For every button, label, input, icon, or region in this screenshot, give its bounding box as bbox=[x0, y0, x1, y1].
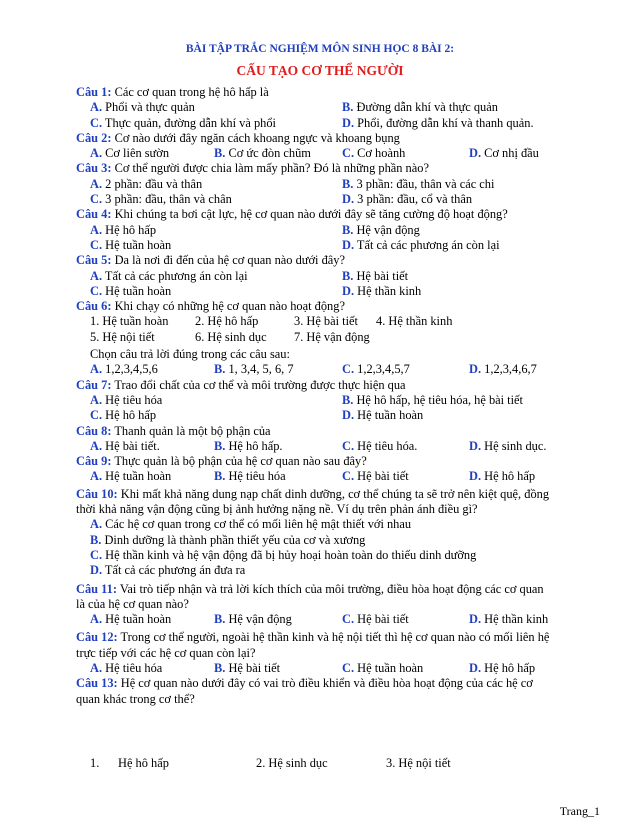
option-a[interactable]: A. Hệ tuần hoàn bbox=[90, 469, 172, 484]
option-b[interactable]: B. Hệ hô hấp, hệ tiêu hóa, hệ bài tiết bbox=[342, 392, 524, 407]
list-item: 7. Hệ vận động bbox=[294, 329, 370, 344]
question-9 bbox=[76, 454, 606, 469]
option-a[interactable]: A. Phổi và thực quản bbox=[90, 100, 195, 115]
option-a[interactable]: A. Hệ tiêu hóa bbox=[90, 392, 163, 407]
organ-list-row-1 bbox=[76, 314, 606, 329]
list-item: 4. Hệ thần kinh bbox=[376, 314, 453, 329]
question-4 bbox=[76, 207, 606, 222]
question-text: Khi chạy có những hệ cơ quan nào hoạt động? bbox=[111, 299, 345, 314]
question-text-continued: thời khả năng vận động cũng bị ảnh hưởng nặng nề. Ví dụ trên phản ánh điều gì? bbox=[76, 502, 478, 517]
option-c[interactable]: C. Hệ tuần hoàn bbox=[90, 237, 172, 252]
document-subtitle: CẤU TẠO CƠ THỂ NGƯỜI bbox=[236, 63, 404, 78]
question-13-list bbox=[90, 756, 510, 772]
question-2 bbox=[76, 131, 606, 146]
options-row bbox=[76, 612, 606, 627]
list-item: 5. Hệ nội tiết bbox=[90, 329, 155, 344]
list-item: 2. Hệ hô hấp bbox=[195, 314, 259, 329]
option-a[interactable]: A. Các hệ cơ quan trong cơ thể có mối liên hệ mật thiết với nhau bbox=[90, 517, 412, 532]
question-text: Vai trò tiếp nhận và trả lời kích thích của môi trường, điều hòa hoạt động các cơ quan bbox=[116, 581, 544, 596]
question-text: Khi chúng ta bơi cật lực, hệ cơ quan nào dưới đây sẽ tăng cường độ hoạt động? bbox=[111, 207, 508, 222]
option-a[interactable]: A. Cơ liên sườn bbox=[90, 146, 170, 161]
option-d[interactable]: D. Hệ hô hấp bbox=[469, 469, 536, 484]
options-row bbox=[76, 269, 606, 284]
question-13 bbox=[76, 676, 606, 691]
question-text: Cơ nào dưới đây ngăn cách khoang ngực và khoang bụng bbox=[111, 130, 400, 145]
list-item: 2. Hệ sinh dục bbox=[256, 756, 328, 770]
question-5 bbox=[76, 253, 606, 268]
option-c[interactable]: C. Hệ bài tiết bbox=[342, 612, 409, 627]
option-c[interactable]: C. Hệ tiêu hóa. bbox=[342, 438, 418, 453]
list-number: 1. bbox=[90, 756, 100, 770]
question-8 bbox=[76, 424, 606, 439]
option-d[interactable]: D. Hệ sinh dục. bbox=[469, 438, 547, 453]
option-a[interactable]: A. Hệ tuần hoàn bbox=[90, 612, 172, 627]
question-number: Câu 4: bbox=[76, 207, 112, 222]
options-row bbox=[76, 661, 606, 676]
option-b[interactable]: B. Hệ vận động bbox=[342, 222, 420, 237]
option-c[interactable]: C. Thực quản, đường dẫn khí và phổi bbox=[90, 115, 276, 130]
list-item: Hệ hô hấp bbox=[118, 756, 169, 770]
list-item: 1. Hệ tuần hoàn bbox=[90, 314, 169, 329]
question-number: Câu 12: bbox=[76, 630, 118, 645]
options-row bbox=[76, 469, 606, 484]
question-6 bbox=[76, 299, 606, 314]
option-d[interactable]: D. Phổi, đường dẫn khí và thanh quản. bbox=[342, 115, 534, 130]
option-c[interactable]: C. Cơ hoành bbox=[342, 146, 406, 161]
option-b[interactable]: B. Hệ hô hấp. bbox=[214, 438, 283, 453]
option-d[interactable]: D. Tất cả các phương án đưa ra bbox=[90, 563, 246, 578]
list-item: 3. Hệ bài tiết bbox=[294, 314, 358, 329]
options-row bbox=[76, 238, 606, 253]
question-12 bbox=[76, 630, 606, 645]
option-b[interactable]: B. 3 phần: đầu, thân và các chi bbox=[342, 176, 495, 191]
choose-instruction: Chọn câu trả lời đúng trong các câu sau: bbox=[90, 347, 290, 362]
question-text-continued: là của hệ cơ quan nào? bbox=[76, 596, 189, 611]
page-number: Trang_1 bbox=[559, 804, 600, 818]
option-a[interactable]: A. Tất cả các phương án còn lại bbox=[90, 268, 248, 283]
question-text-continued: quan khác trong cơ thể? bbox=[76, 691, 195, 706]
question-number: Câu 3: bbox=[76, 161, 112, 176]
question-number: Câu 11: bbox=[76, 581, 117, 596]
question-number: Câu 13: bbox=[76, 676, 118, 691]
questions-container bbox=[76, 85, 606, 707]
question-text: Trong cơ thể người, ngoài hệ thần kinh và hệ nội tiết thì hệ cơ quan nào có mối liên hệ bbox=[117, 630, 550, 645]
options-row bbox=[76, 116, 606, 131]
option-d[interactable]: D. 3 phần: đầu, cổ và thân bbox=[342, 192, 473, 207]
question-number: Câu 2: bbox=[76, 130, 112, 145]
options-row bbox=[76, 100, 606, 115]
question-number: Câu 8: bbox=[76, 423, 112, 438]
option-b[interactable]: B. Hệ bài tiết bbox=[214, 660, 281, 675]
option-a[interactable]: A. Hệ bài tiết. bbox=[90, 438, 160, 453]
option-c[interactable]: C. Hệ bài tiết bbox=[342, 469, 409, 484]
question-10 bbox=[76, 487, 606, 502]
option-d[interactable]: D. Hệ thần kinh bbox=[342, 283, 422, 298]
options-row bbox=[76, 362, 606, 377]
option-b[interactable]: B. Cơ ức đòn chũm bbox=[214, 146, 311, 161]
question-text: Da là nơi đi đến của hệ cơ quan nào dưới đây? bbox=[111, 253, 345, 268]
question-text: Các cơ quan trong hệ hô hấp là bbox=[111, 85, 269, 99]
option-c[interactable]: C. Hệ hô hấp bbox=[90, 408, 157, 423]
option-d[interactable]: D. Tất cả các phương án còn lại bbox=[342, 237, 500, 252]
question-text: Thanh quản là một bộ phận của bbox=[111, 423, 271, 438]
options-row bbox=[76, 146, 606, 161]
question-text-continued: trực tiếp với các hệ cơ quan còn lại? bbox=[76, 645, 256, 660]
option-c[interactable]: C. 1,2,3,4,5,7 bbox=[342, 362, 410, 377]
option-d[interactable]: D. 1,2,3,4,6,7 bbox=[469, 362, 537, 377]
options-row bbox=[76, 439, 606, 454]
options-row bbox=[76, 284, 606, 299]
option-b[interactable]: B. 1, 3,4, 5, 6, 7 bbox=[214, 362, 294, 377]
question-number: Câu 1: bbox=[76, 85, 112, 99]
list-item: 6. Hệ sinh dục bbox=[195, 329, 267, 344]
question-text: Hệ cơ quan nào dưới đây có vai trò điều khiển và điều hòa hoạt động của các hệ cơ bbox=[117, 676, 533, 691]
list-item: 3. Hệ nội tiết bbox=[386, 756, 451, 770]
question-number: Câu 7: bbox=[76, 377, 112, 392]
option-b[interactable]: B. Đường dẫn khí và thực quản bbox=[342, 100, 498, 115]
options-row bbox=[76, 393, 606, 408]
question-number: Câu 9: bbox=[76, 454, 112, 469]
option-a[interactable]: A. Hệ tiêu hóa bbox=[90, 660, 163, 675]
option-a[interactable]: A. Hệ hô hấp bbox=[90, 222, 157, 237]
option-b[interactable]: B. Dinh dưỡng là thành phần thiết yếu của cơ và xương bbox=[90, 532, 366, 547]
option-c[interactable]: C. Hệ thần kinh và hệ vận động đã bị hủy hoại hoàn toàn do thiếu dinh dưỡng bbox=[90, 547, 477, 562]
question-1 bbox=[76, 85, 606, 100]
question-number: Câu 10: bbox=[76, 486, 118, 501]
question-11 bbox=[76, 582, 606, 597]
question-text: Thực quản là bộ phận của hệ cơ quan nào sau đây? bbox=[111, 454, 367, 469]
option-a[interactable]: A. 2 phần: đầu và thân bbox=[90, 176, 203, 191]
question-number: Câu 6: bbox=[76, 299, 112, 314]
option-b[interactable]: B. Hệ tiêu hóa bbox=[214, 469, 286, 484]
option-c[interactable]: C. Hệ tuần hoàn bbox=[342, 660, 424, 675]
question-text: Trao đổi chất của cơ thể và môi trường được thực hiện qua bbox=[111, 377, 406, 392]
question-number: Câu 5: bbox=[76, 253, 112, 268]
option-c[interactable]: C. Hệ tuần hoàn bbox=[90, 283, 172, 298]
question-text: Khi mất khả năng dung nạp chất dinh dưỡng, cơ thể chúng ta sẽ trở nên kiệt quệ, đồng bbox=[117, 486, 550, 501]
option-b[interactable]: B. Hệ bài tiết bbox=[342, 268, 409, 283]
options-row bbox=[76, 192, 606, 207]
option-d[interactable]: D. Hệ hô hấp bbox=[469, 660, 536, 675]
question-text: Cơ thể người được chia làm mấy phần? Đó là những phần nào? bbox=[111, 161, 429, 176]
option-d[interactable]: D. Cơ nhị đầu bbox=[469, 146, 539, 161]
options-row bbox=[76, 408, 606, 423]
organ-list-row-2 bbox=[76, 330, 606, 345]
options-row bbox=[76, 223, 606, 238]
option-a[interactable]: A. 1,2,3,4,5,6 bbox=[90, 362, 158, 377]
document-title: BÀI TẬP TRẮC NGHIỆM MÔN SINH HỌC 8 BÀI 2: bbox=[185, 43, 455, 55]
option-d[interactable]: D. Hệ tuần hoàn bbox=[342, 408, 424, 423]
option-c[interactable]: C. 3 phần: đầu, thân và chân bbox=[90, 192, 232, 207]
question-3 bbox=[76, 161, 606, 176]
options-row bbox=[76, 177, 606, 192]
option-d[interactable]: D. Hệ thần kinh bbox=[469, 612, 549, 627]
option-b[interactable]: B. Hệ vận động bbox=[214, 612, 292, 627]
question-7 bbox=[76, 378, 606, 393]
